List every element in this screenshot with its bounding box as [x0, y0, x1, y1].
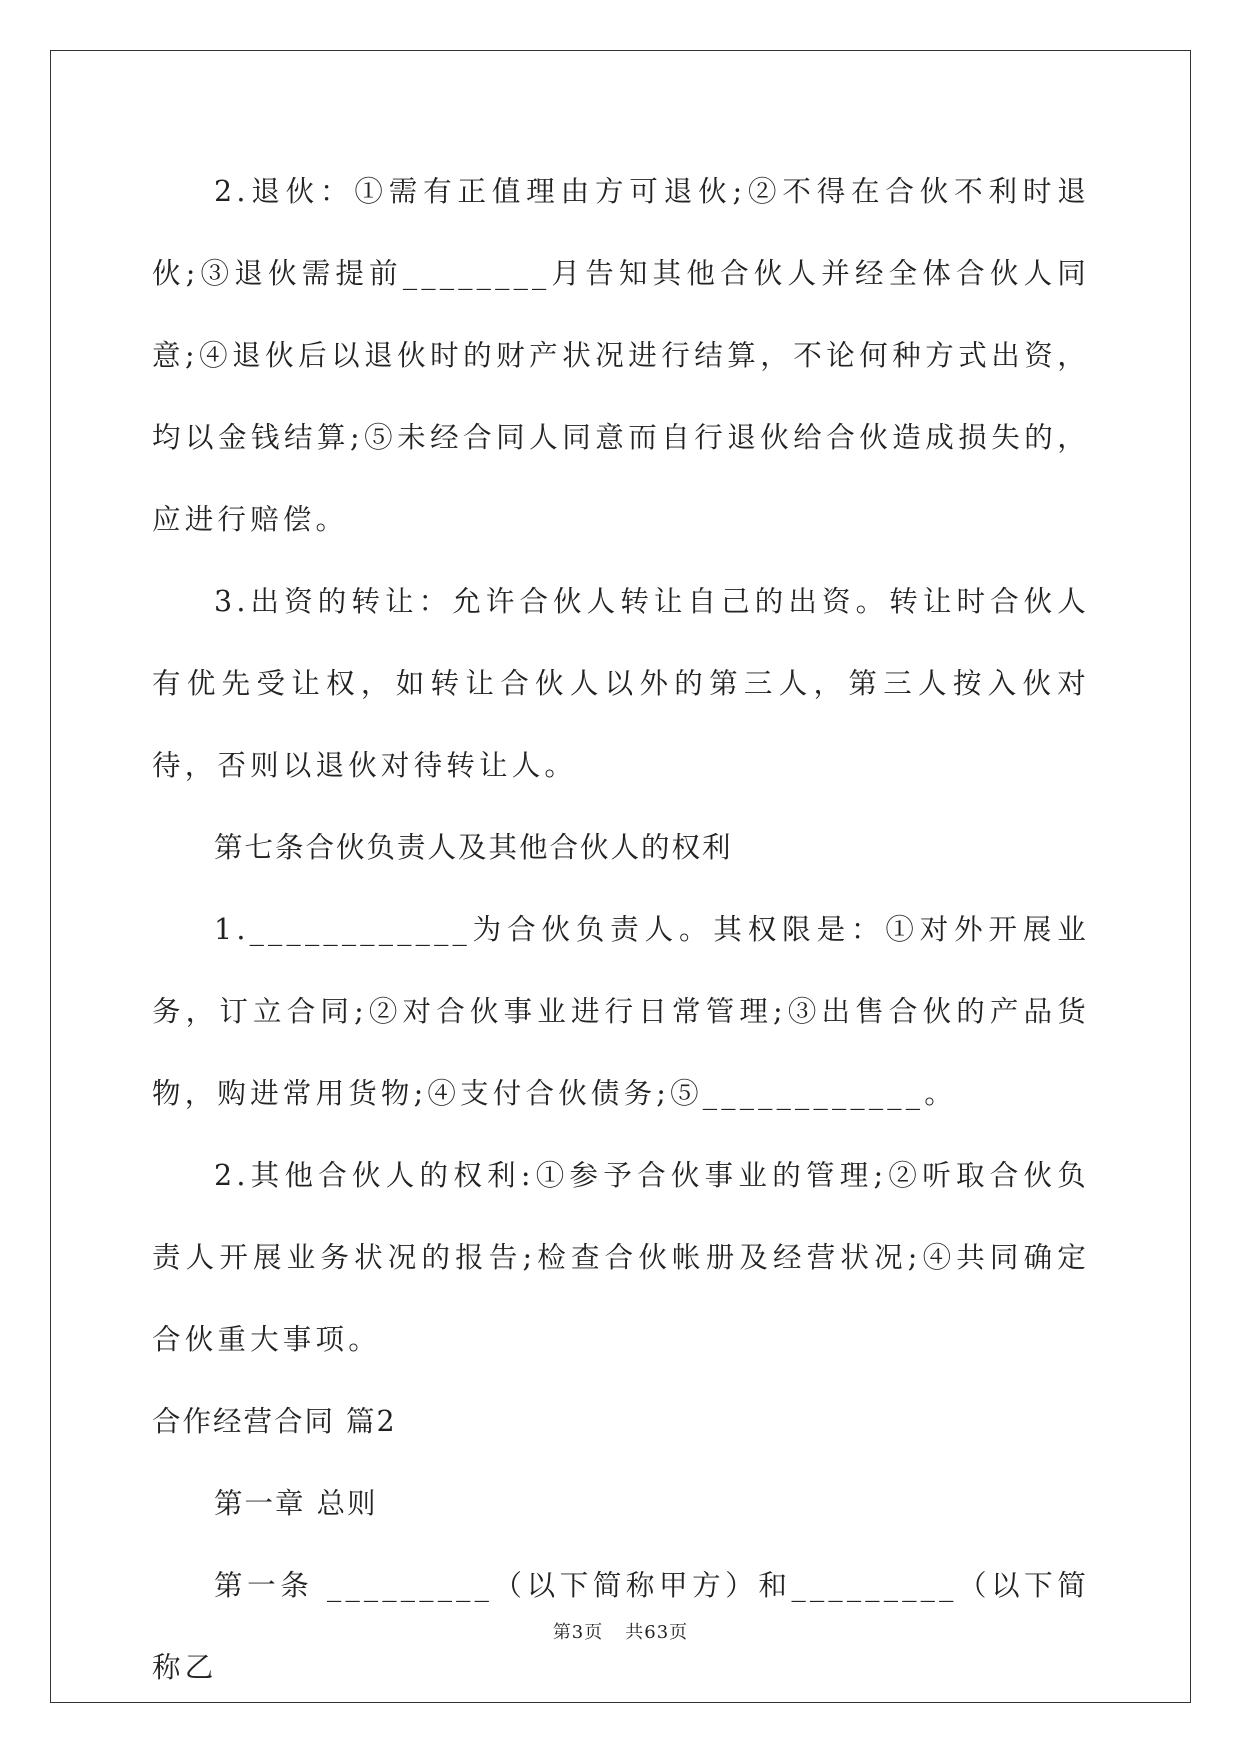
- paragraph-partner-rights: 2.其他合伙人的权利:①参予合伙事业的管理;②听取合伙负责人开展业务状况的报告;检查合伙帐册及经营状况;④共同确定合伙重大事项。: [152, 1159, 1090, 1356]
- page-footer: [0, 1618, 1241, 1644]
- document-body: [152, 151, 1090, 1709]
- paragraph-transfer-clause: 3.出资的转让：允许合伙人转让自己的出资。转让时合伙人有优先受让权，如转让合伙人以外的第三人，第三人按入伙对待，否则以退伙对待转让人。: [152, 585, 1090, 782]
- chapter-one-title: 第一章 总则: [214, 1487, 378, 1520]
- paragraph-retire-clause: 2.退伙：①需有正值理由方可退伙;②不得在合伙不利时退伙;③退伙需提前________月告知其他合伙人并经全体合伙人同意;④退伙后以退伙时的财产状况进行结算，不论何种方式出资，均以金钱结算;⑤未经合同人同意而自行退伙给合伙造成损失的，应进行赔偿。: [152, 175, 1090, 536]
- total-page-count: 共63页: [625, 1622, 689, 1643]
- paragraph-manager-rights: 1.____________为合伙负责人。其权限是：①对外开展业务，订立合同;②对合伙事业进行日常管理;③出售合伙的产品货物，购进常用货物;④支付合伙债务;⑤____________。: [152, 913, 1090, 1110]
- contract-2-title: 合作经营合同 篇2: [152, 1405, 397, 1438]
- current-page-number: 第3页: [552, 1622, 604, 1643]
- article-seven-title: 第七条合伙负责人及其他合伙人的权利: [214, 831, 733, 864]
- paragraph-article-one: 第一条 _________（以下简称甲方）和_________（以下简称乙: [152, 1569, 1090, 1684]
